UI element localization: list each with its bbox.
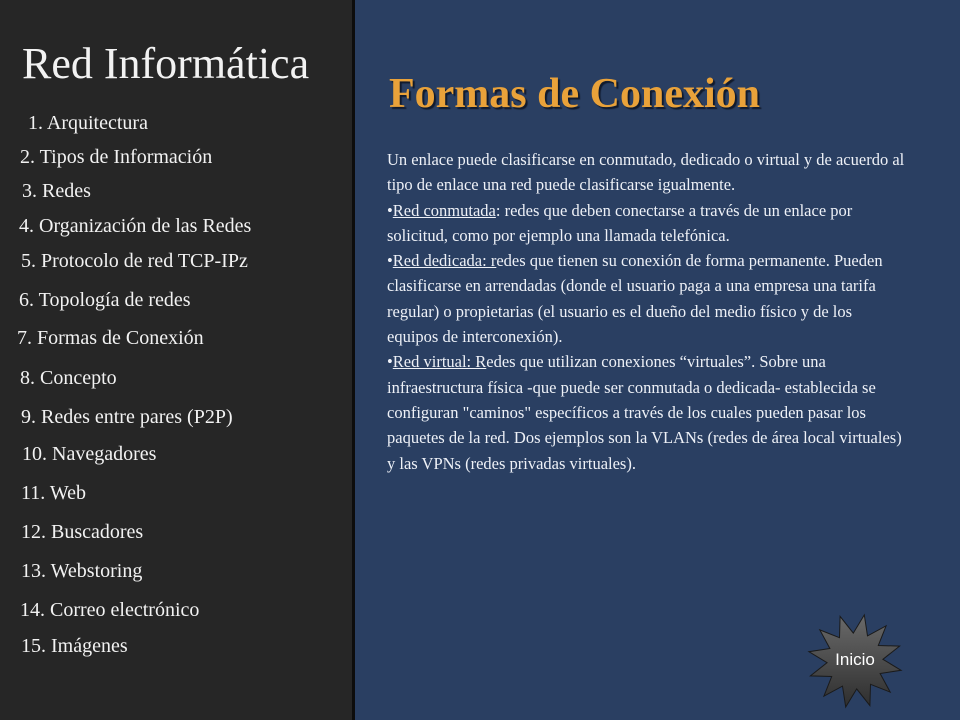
bullet-term: Red conmutada [392, 200, 496, 220]
nav-item-tipos-de-informacion[interactable]: 2. Tipos de Información [20, 146, 213, 168]
bullet-text: edes que tienen su conexión de forma permanente. Pueden clasificarse en arrendadas (donde el usuario paga a una empresa una tarifa regular) o propietarias (el usuario es el dueño del medio físico y de los equipos de interconexión). [387, 251, 883, 347]
bullet-text: : redes que deben conectarse a través de un enlace por solicitud, como por ejemplo una llamada telefónica. [387, 200, 853, 245]
body-text [387, 147, 907, 476]
nav-item-redes-entre-pares[interactable]: 9. Redes entre pares (P2P) [21, 406, 233, 428]
sidebar [0, 0, 352, 720]
nav-item-correo-electronico[interactable]: 14. Correo electrónico [20, 599, 200, 621]
nav-item-redes[interactable]: 3. Redes [22, 180, 91, 202]
nav-item-concepto[interactable]: 8. Concepto [20, 367, 117, 389]
page-title: Formas de Conexión [389, 71, 760, 117]
bullet-term: Red dedicada: r [392, 251, 497, 271]
nav-item-navegadores[interactable]: 10. Navegadores [22, 443, 157, 465]
home-button[interactable] [805, 612, 905, 712]
bullet-text: edes que utilizan conexiones “virtuales”. Sobre una infraestructura física -que puede ser conmutada o dedicada- establecida se configuran "caminos" específicos a través de los cuales pueden pasar los paquetes de la red. Dos ejemplos son la VLANs (redes de área local virtuales) y las VPNs (redes privadas virtuales). [387, 352, 902, 473]
bullet-icon: • [387, 200, 393, 220]
intro-paragraph: Un enlace puede clasificarse en conmutado, dedicado o virtual y de acuerdo al tipo de enlace una red puede clasificarse igualmente. [387, 150, 905, 195]
nav-item-organizacion-de-las-redes[interactable]: 4. Organización de las Redes [19, 215, 252, 237]
nav-item-formas-de-conexion[interactable]: 7. Formas de Conexión [17, 327, 204, 349]
bullet-red-conmutada [387, 198, 907, 249]
bullet-icon: • [387, 352, 393, 372]
nav-item-arquitectura[interactable]: 1. Arquitectura [28, 112, 148, 134]
nav-item-imagenes[interactable]: 15. Imágenes [21, 635, 128, 657]
nav-item-topologia-de-redes[interactable]: 6. Topología de redes [19, 289, 191, 311]
bullet-term: Red virtual: R [392, 352, 487, 372]
nav-item-protocolo-tcp-ip[interactable]: 5. Protocolo de red TCP-IPz [21, 250, 248, 272]
bullet-icon: • [387, 251, 393, 271]
app-title: Red Informática [22, 39, 310, 88]
home-button-label: Inicio [835, 650, 875, 669]
bullet-red-dedicada [387, 248, 907, 349]
nav-item-buscadores[interactable]: 12. Buscadores [21, 521, 144, 543]
nav-item-webstoring[interactable]: 13. Webstoring [21, 560, 143, 582]
bullet-red-virtual [387, 349, 907, 475]
nav-item-web[interactable]: 11. Web [21, 482, 87, 504]
